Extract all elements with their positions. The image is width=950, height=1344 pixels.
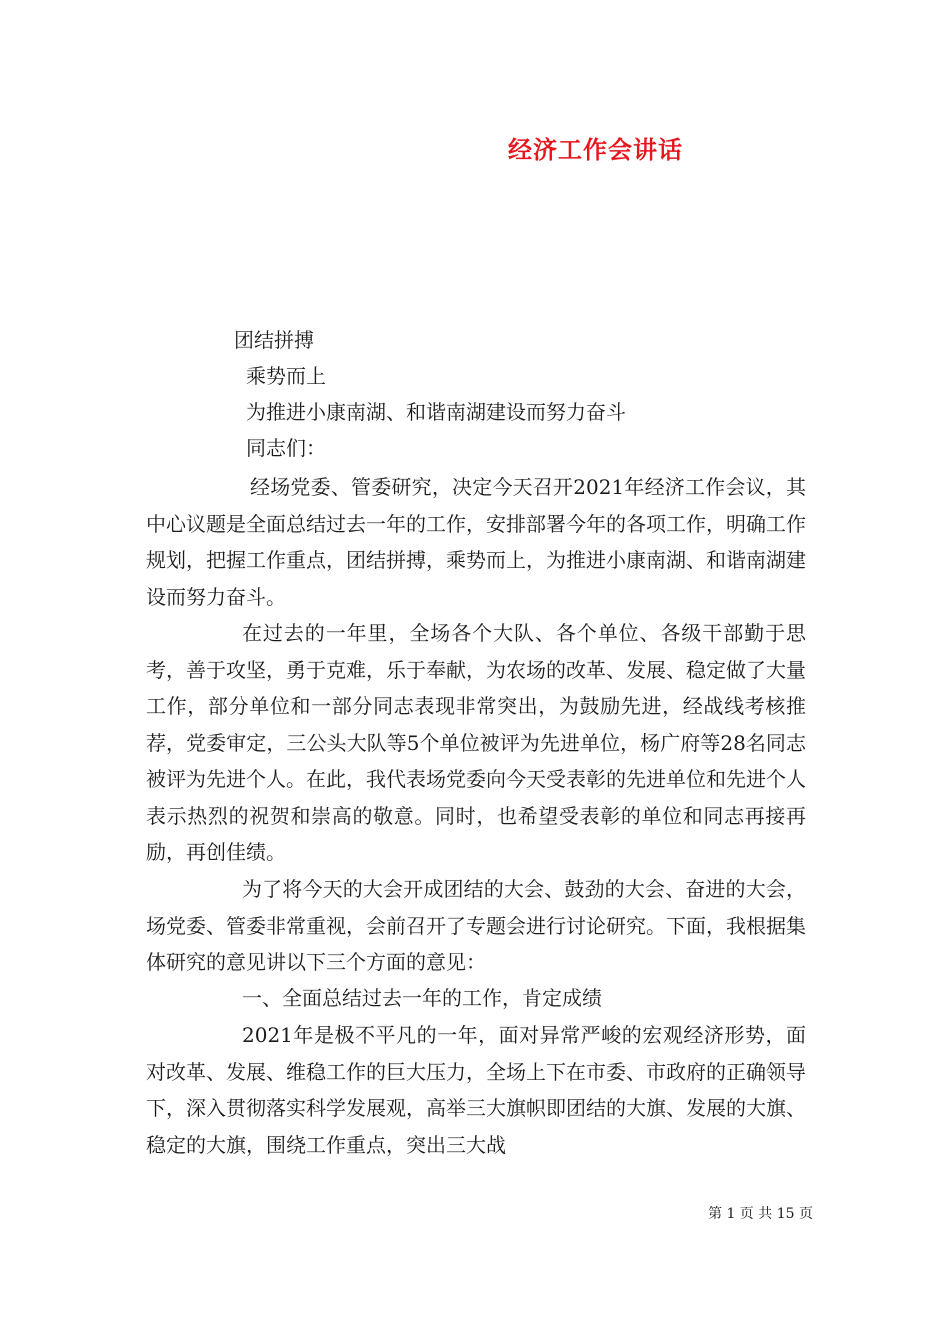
section-heading-1: 一、全面总结过去一年的工作，肯定成绩 <box>242 986 602 1010</box>
paragraph-2: 在过去的一年里，全场各个大队、各个单位、各级干部勤于思考，善于攻坚，勇于克难，乐于奉献，为农场的改革、发展、稳定做了大量工作，部分单位和一部分同志表现非常突出，为鼓励先进，经战线考核推荐，党委审定，三公头大队等5个单位被评为先进单位，杨广府等28名同志被评为先进个人。在此，我代表场党委向今天受表彰的先进单位和先进个人表示热烈的祝贺和崇高的敬意。同时，也希望受表彰的单位和同志再接再励，再创佳绩。 <box>146 621 806 864</box>
document-title: 经济工作会讲话 <box>508 135 683 164</box>
subhead-2: 乘势而上 <box>246 364 326 388</box>
page-number: 第 1 页 共 15 页 <box>708 1206 813 1222</box>
subhead-1: 团结拼搏 <box>234 328 314 352</box>
paragraph-3: 为了将今天的大会开成团结的大会、鼓劲的大会、奋进的大会，场党委、管委非常重视，会前召开了专题会进行讨论研究。下面，我根据集体研究的意见讲以下三个方面的意见： <box>146 877 806 974</box>
greeting: 同志们： <box>246 436 326 460</box>
paragraph-1: 经场党委、管委研究，决定今天召开2021年经济工作会议，其中心议题是全面总结过去一年的工作，安排部署今年的各项工作，明确工作规划，把握工作重点，团结拼搏，乘势而上，为推进小康南湖、和谐南湖建设而努力奋斗。 <box>146 475 806 609</box>
subhead-3: 为推进小康南湖、和谐南湖建设而努力奋斗 <box>246 400 626 424</box>
paragraph-4: 2021年是极不平凡的一年，面对异常严峻的宏观经济形势，面对改革、发展、维稳工作的巨大压力，全场上下在市委、市政府的正确领导下，深入贯彻落实科学发展观，高举三大旗帜即团结的大旗、发展的大旗、稳定的大旗，围绕工作重点，突出三大战 <box>146 1023 806 1157</box>
